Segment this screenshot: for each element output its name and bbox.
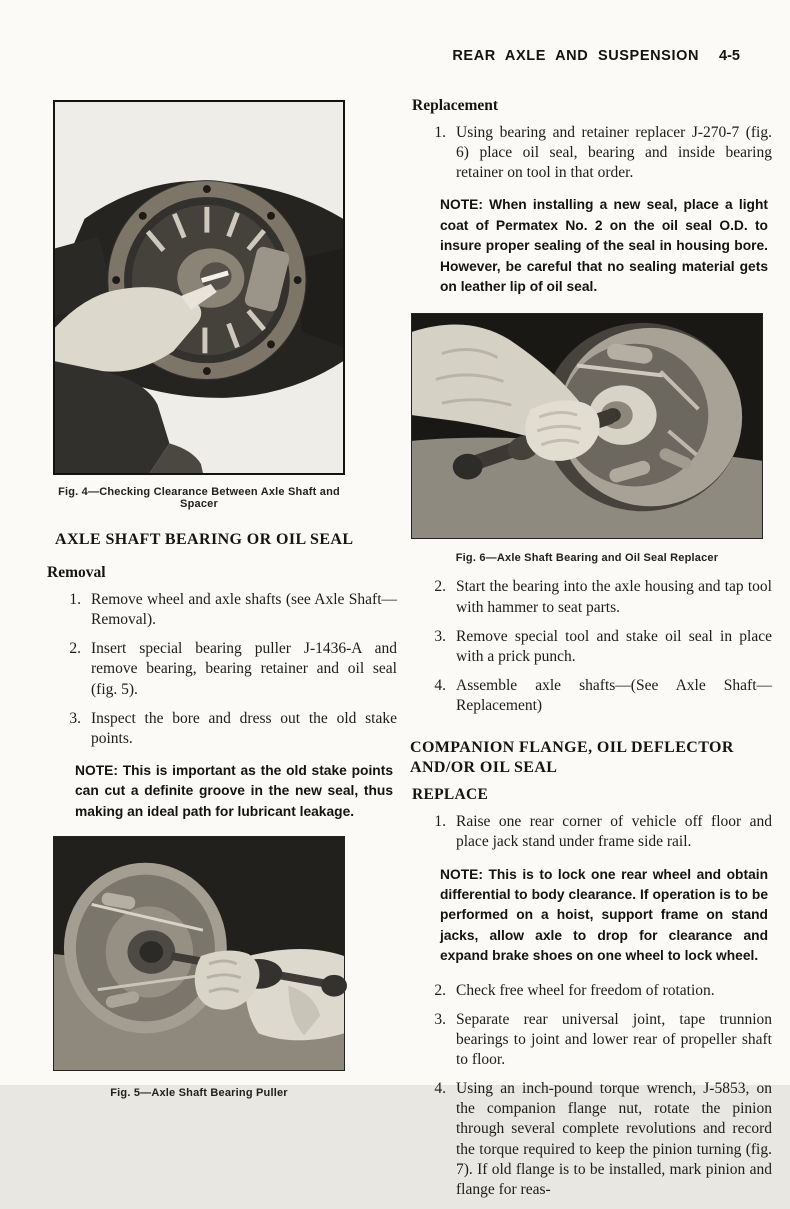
removal-note: NOTE: This is important as the old stake points can cut a definite groove in the new seal, thus making an ideal path for lubricant leakage. <box>75 762 393 819</box>
figure-5-photo <box>54 837 344 1070</box>
step-number: 1. <box>434 813 446 831</box>
removal-step-2 <box>59 639 397 699</box>
page-header <box>452 48 740 64</box>
replacement-step-1 <box>424 123 772 183</box>
figure-4 <box>53 100 345 475</box>
figure-6-photo <box>412 314 762 538</box>
removal-step-1 <box>59 590 397 630</box>
step-text: Using an inch-pound torque wrench, J-5853, on the companion flange nut, rotate the pinion through several complete revolutions and record the torque required to keep the pinion turning (fig. 7). If old flange is to be installed, mark pinion and flange for reas- <box>456 1080 772 1198</box>
lock-wheel-note: NOTE: This is to lock one rear wheel and obtain differential to body clearance. If operation is to be performed on a hoist, support frame on stand jacks, allow axle to drop for clearance and expand brake shoes on one wheel to lock wheel. <box>440 866 768 964</box>
step-text: Remove special tool and stake oil seal in place with a prick punch. <box>456 627 772 665</box>
left-column <box>45 95 397 1099</box>
installing-seal-note: NOTE: When installing a new seal, place a light coat of Permatex No. 2 on the oil seal O.D. to insure proper sealing of the seal in housing bore. However, be careful that no sealing material gets on leather lip of oil seal. <box>440 197 768 295</box>
step-number: 1. <box>434 124 446 141</box>
replace-steps-first <box>410 812 772 852</box>
replacement-heading: Replacement <box>412 97 499 114</box>
step-number: 2. <box>69 640 81 658</box>
step-number: 3. <box>69 709 81 727</box>
removal-steps <box>45 590 397 749</box>
replace-step-1 <box>424 812 772 852</box>
chapter-title: REAR AXLE AND SUSPENSION <box>452 48 700 64</box>
step-number: 2. <box>434 981 446 999</box>
replace-step-2 <box>424 981 772 1001</box>
figure-6 <box>411 313 763 539</box>
step-text: Raise one rear corner of vehicle off floor and place jack stand under frame side rail. <box>456 813 772 851</box>
step-number: 4. <box>434 677 446 695</box>
replacement-steps-rest <box>410 577 772 716</box>
removal-heading: Removal <box>47 564 106 581</box>
replace-step-4 <box>424 1079 772 1200</box>
section-title-companion-flange: COMPANION FLANGE, OIL DEFLECTOR AND/OR OIL SEAL <box>410 739 734 776</box>
replacement-step-2 <box>424 577 772 617</box>
replace-steps-rest <box>410 981 772 1200</box>
step-text: Inspect the bore and dress out the old stake points. <box>91 709 397 747</box>
figure-4-caption: Fig. 4—Checking Clearance Between Axle Shaft and Spacer <box>58 486 340 510</box>
section-title-axle-shaft-bearing: AXLE SHAFT BEARING OR OIL SEAL <box>55 531 354 548</box>
step-number: 1. <box>69 591 81 608</box>
replacement-step-3 <box>424 627 772 667</box>
step-text: Start the bearing into the axle housing and tap tool with hammer to seat parts. <box>456 578 772 616</box>
replacement-steps-first <box>410 123 772 183</box>
step-text: Separate rear universal joint, tape trunnion bearings to joint and lower rear of propeller shaft to floor. <box>456 1010 772 1069</box>
step-number: 3. <box>434 627 446 645</box>
page-number: 4-5 <box>719 48 740 64</box>
step-text: Assemble axle shafts—(See Axle Shaft—Replacement) <box>456 677 772 715</box>
replacement-step-4 <box>424 676 772 716</box>
figure-5-caption: Fig. 5—Axle Shaft Bearing Puller <box>110 1087 288 1100</box>
step-number: 3. <box>434 1010 446 1028</box>
step-text: Insert special bearing puller J-1436-A and remove bearing, bearing retainer and oil seal (fig. 5). <box>91 640 397 698</box>
replace-heading: REPLACE <box>412 786 489 804</box>
step-text: Check free wheel for freedom of rotation. <box>456 981 715 999</box>
figure-6-caption: Fig. 6—Axle Shaft Bearing and Oil Seal Replacer <box>455 552 719 565</box>
step-number: 4. <box>434 1080 446 1098</box>
step-text: Using bearing and retainer replacer J-270-7 (fig. 6) place oil seal, bearing and inside bearing retainer on tool in that order. <box>456 124 772 182</box>
step-number: 2. <box>434 578 446 596</box>
figure-5 <box>53 836 345 1071</box>
removal-step-3 <box>59 709 397 749</box>
replace-step-3 <box>424 1010 772 1070</box>
right-column <box>410 95 772 1209</box>
step-text: Remove wheel and axle shafts (see Axle Shaft—Removal). <box>91 591 397 629</box>
figure-4-photo <box>55 102 343 473</box>
